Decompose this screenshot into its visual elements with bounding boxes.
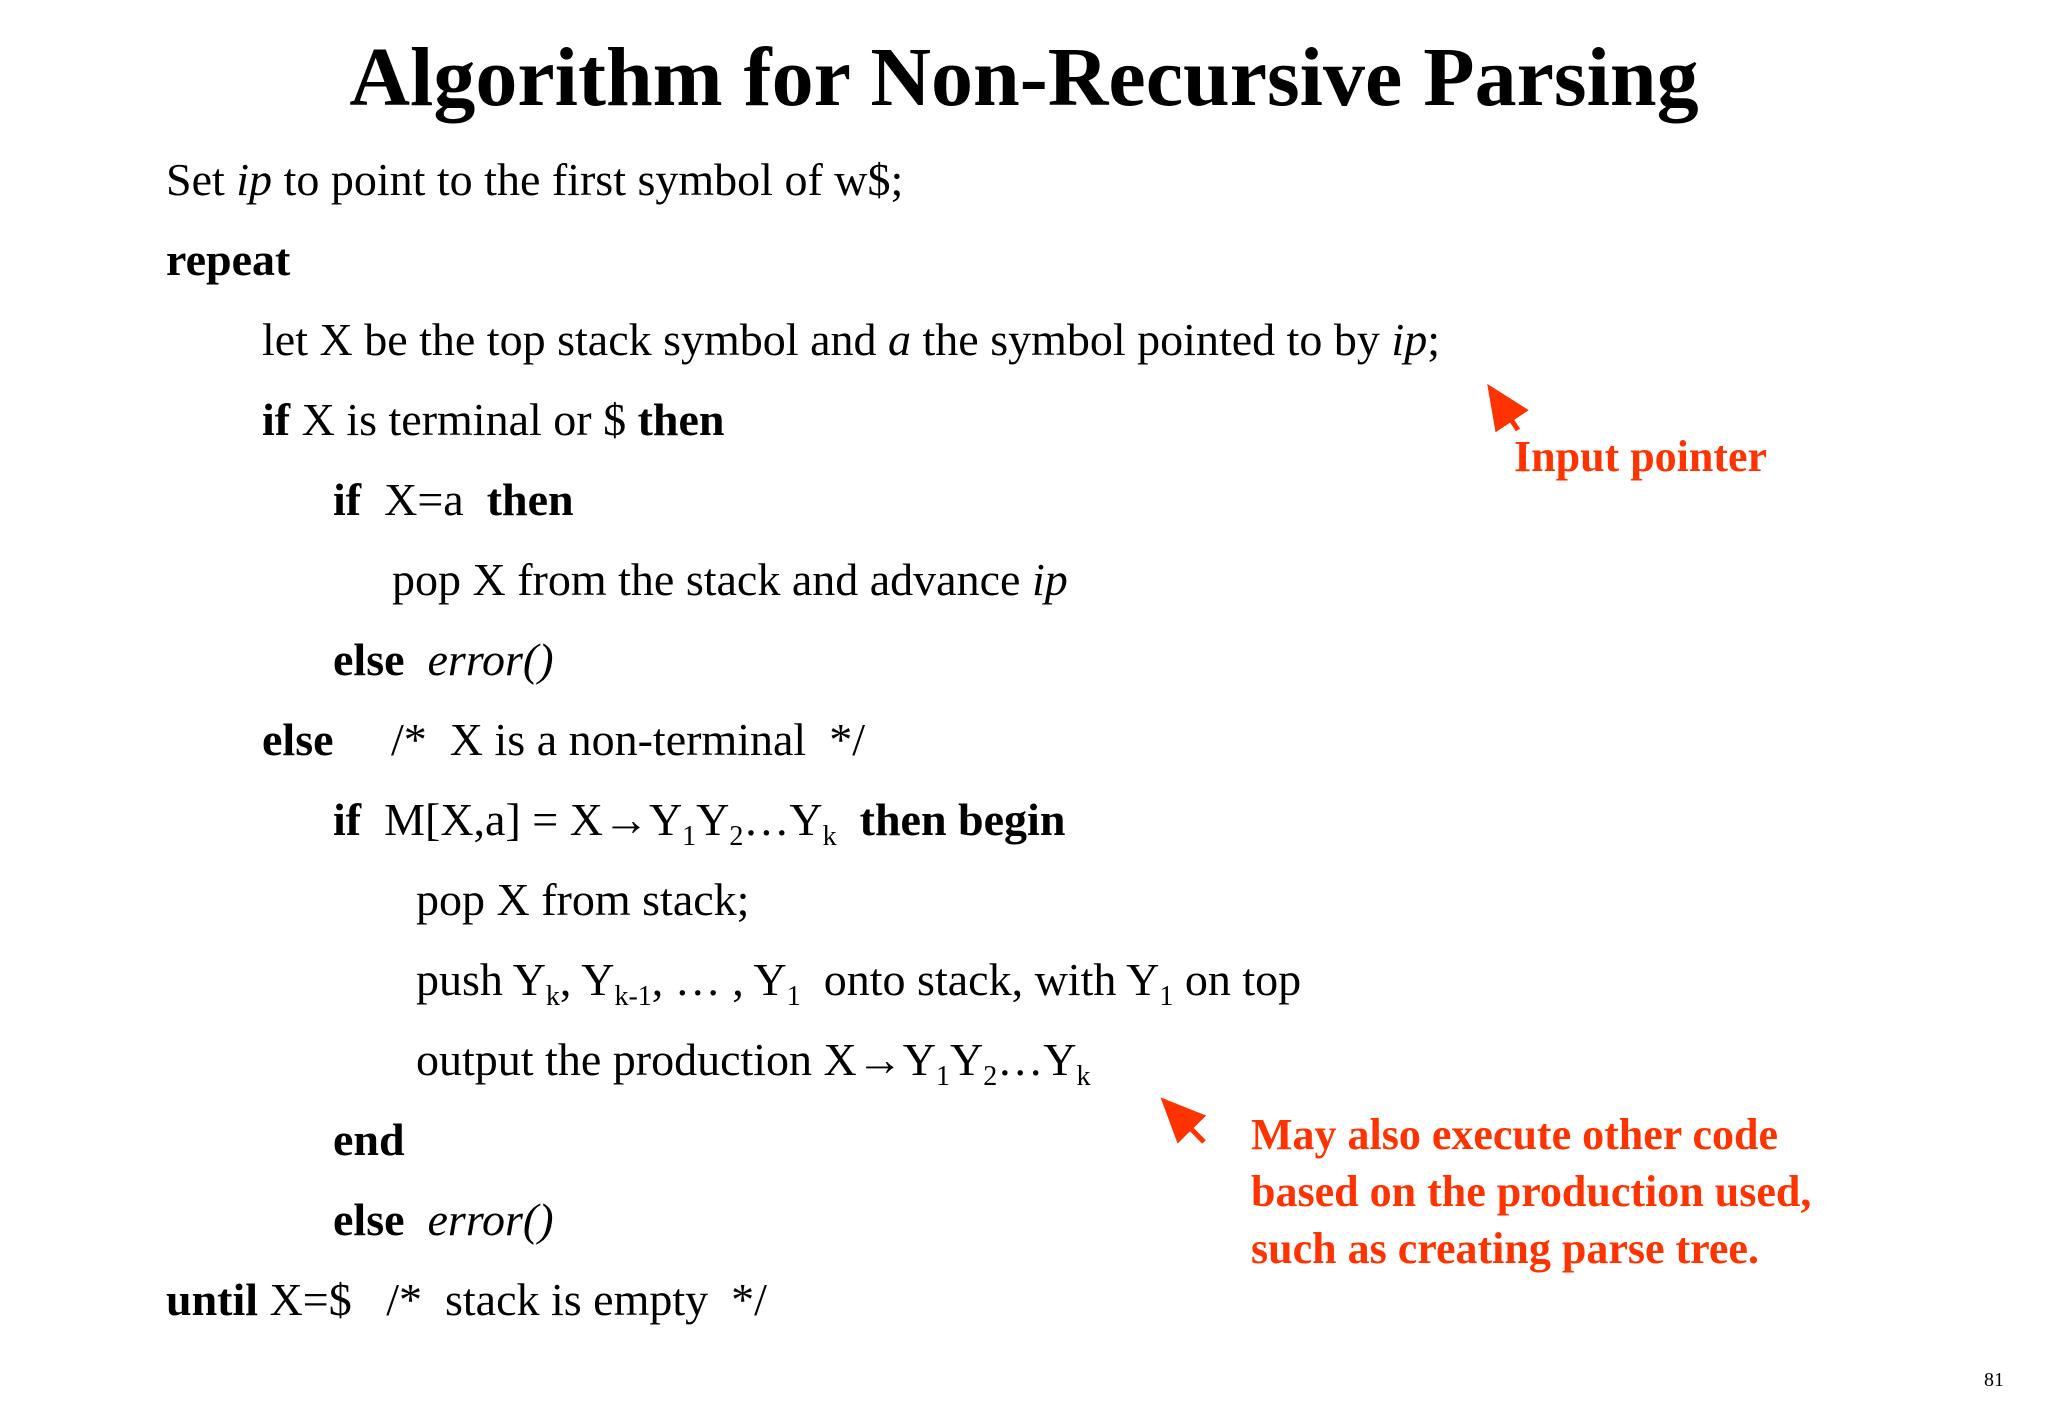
line-text: ;	[1427, 314, 1440, 365]
line-text: Set	[166, 154, 237, 205]
error-call: error()	[427, 634, 554, 685]
keyword-else: else	[262, 714, 334, 765]
slide-title: Algorithm for Non-Recursive Parsing	[349, 31, 1699, 124]
line-text: , Y	[559, 954, 615, 1005]
subscript: 1	[786, 981, 801, 1012]
keyword-then-begin: then begin	[836, 794, 1066, 845]
keyword-until: until	[166, 1274, 259, 1325]
ip-variable: ip	[236, 154, 273, 205]
algo-line-repeat: repeat	[166, 234, 291, 285]
line-text: on top	[1173, 954, 1302, 1005]
subscript: k	[1076, 1061, 1091, 1092]
algo-line-pop-x: pop X from stack;	[416, 874, 750, 925]
line-text: Y	[696, 794, 730, 845]
comment: /* X is a non-terminal */	[333, 714, 865, 765]
subscript: 1	[1159, 981, 1174, 1012]
input-pointer-note: Input pointer	[1514, 432, 1768, 481]
production-note-line-2: based on the production used,	[1251, 1167, 1812, 1216]
line-text: X=a	[361, 474, 487, 525]
ip-variable: ip	[1031, 554, 1068, 605]
line-text: push Y	[416, 954, 546, 1005]
keyword-else: else	[333, 634, 405, 685]
line-text: X is terminal or $	[290, 394, 638, 445]
error-call: error()	[427, 1194, 554, 1245]
line-text: , … , Y	[651, 954, 787, 1005]
production-note-line-3: such as creating parse tree.	[1251, 1224, 1759, 1273]
subscript: 1	[682, 821, 697, 852]
keyword-then: then	[637, 394, 725, 445]
subscript: k	[822, 821, 837, 852]
keyword-if: if	[333, 794, 362, 845]
line-text: …Y	[743, 794, 823, 845]
subscript: 2	[729, 821, 744, 852]
subscript: k	[545, 981, 560, 1012]
a-variable: a	[888, 314, 911, 365]
keyword-else: else	[333, 1194, 405, 1245]
keyword-if: if	[333, 474, 362, 525]
subscript: 2	[983, 1061, 998, 1092]
subscript: k-1	[614, 981, 652, 1012]
keyword-if: if	[262, 394, 291, 445]
line-text: Y	[950, 1034, 984, 1085]
line-text: …Y	[997, 1034, 1077, 1085]
line-text: X=$ /* stack is empty */	[258, 1274, 767, 1325]
subscript: 1	[936, 1061, 950, 1092]
line-text: onto stack, with Y	[800, 954, 1160, 1005]
line-text: output the production X→Y	[416, 1034, 936, 1085]
page-number: 81	[1984, 1369, 2004, 1391]
production-arrow	[1164, 1101, 1204, 1142]
line-text: the symbol pointed to by	[911, 314, 1392, 365]
input-pointer-arrow	[1490, 388, 1518, 430]
keyword-then: then	[486, 474, 574, 525]
line-text: pop X from the stack and advance	[392, 554, 1032, 605]
algo-line-end: end	[333, 1114, 405, 1165]
ip-variable: ip	[1391, 314, 1428, 365]
line-text: let X be the top stack symbol and	[262, 314, 888, 365]
line-text: to point to the first symbol of w$;	[272, 154, 904, 205]
production-note-line-1: May also execute other code	[1251, 1110, 1779, 1159]
line-text: M[X,a] = X→Y	[361, 794, 683, 845]
